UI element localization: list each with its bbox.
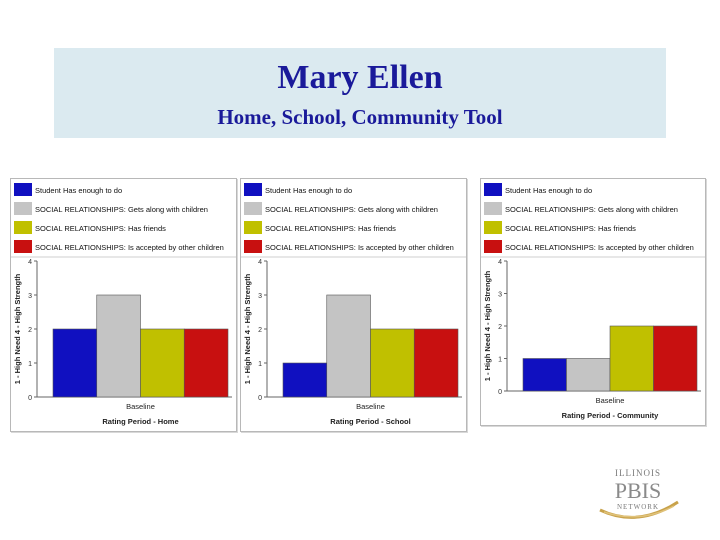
y-tick-label: 2 bbox=[258, 327, 262, 334]
legend-swatch bbox=[244, 221, 262, 234]
bar bbox=[567, 359, 611, 392]
y-tick-label: 0 bbox=[28, 395, 32, 402]
title-banner bbox=[54, 48, 666, 138]
y-tick-label: 4 bbox=[498, 259, 502, 266]
chart-home-svg bbox=[11, 179, 236, 431]
y-tick-label: 0 bbox=[498, 389, 502, 396]
y-axis-label: 1 - High Need 4 - High Strength bbox=[13, 273, 22, 385]
bar bbox=[371, 329, 415, 397]
y-tick-label: 1 bbox=[28, 361, 32, 368]
legend-label: SOCIAL RELATIONSHIPS: Has friends bbox=[35, 224, 166, 233]
logo-line1: ILLINOIS bbox=[615, 468, 661, 478]
y-tick-label: 4 bbox=[258, 259, 262, 266]
bar bbox=[654, 326, 698, 391]
legend-label: Student Has enough to do bbox=[505, 186, 593, 195]
y-tick-label: 1 bbox=[258, 361, 262, 368]
legend-swatch bbox=[14, 240, 32, 253]
y-tick-label: 3 bbox=[498, 291, 502, 299]
y-tick-label: 2 bbox=[498, 324, 502, 331]
legend-label: SOCIAL RELATIONSHIPS: Gets along with children bbox=[35, 205, 208, 214]
legend-label: SOCIAL RELATIONSHIPS: Gets along with children bbox=[505, 205, 678, 214]
chart-school bbox=[240, 178, 467, 432]
legend-label: SOCIAL RELATIONSHIPS: Is accepted by other children bbox=[35, 243, 224, 252]
legend-swatch bbox=[484, 240, 502, 253]
y-tick-label: 1 bbox=[498, 356, 502, 364]
y-tick-label: 2 bbox=[28, 327, 32, 334]
page-subtitle: Home, School, Community Tool bbox=[217, 105, 503, 129]
legend-swatch bbox=[244, 202, 262, 215]
chart-home bbox=[10, 178, 237, 432]
chart-school-svg bbox=[241, 179, 466, 431]
chart-community-svg bbox=[481, 179, 705, 425]
bar bbox=[523, 359, 567, 392]
bar bbox=[53, 329, 97, 397]
legend-label: SOCIAL RELATIONSHIPS: Is accepted by other children bbox=[505, 243, 694, 252]
bar bbox=[414, 329, 458, 397]
x-category-label: Baseline bbox=[126, 402, 155, 411]
legend-swatch bbox=[14, 221, 32, 234]
page-title: Mary Ellen bbox=[277, 59, 443, 96]
legend-swatch bbox=[484, 202, 502, 215]
pbis-logo bbox=[590, 462, 686, 524]
legend-label: Student Has enough to do bbox=[35, 186, 123, 195]
chart-community bbox=[480, 178, 706, 426]
y-tick-label: 0 bbox=[258, 395, 262, 402]
bar bbox=[283, 363, 327, 397]
legend-swatch bbox=[484, 183, 502, 196]
bar bbox=[327, 295, 371, 397]
x-category-label: Baseline bbox=[356, 402, 385, 411]
legend-label: SOCIAL RELATIONSHIPS: Has friends bbox=[505, 224, 636, 233]
legend-label: SOCIAL RELATIONSHIPS: Is accepted by other children bbox=[265, 243, 454, 252]
legend-swatch bbox=[484, 221, 502, 234]
x-category-label: Baseline bbox=[595, 396, 625, 405]
y-tick-label: 3 bbox=[28, 293, 32, 300]
logo-line2: PBIS bbox=[614, 478, 662, 503]
logo-line3: NETWORK bbox=[617, 503, 659, 511]
y-tick-label: 3 bbox=[258, 293, 262, 300]
x-axis-label: Rating Period - Home bbox=[102, 417, 179, 426]
bar bbox=[610, 326, 654, 391]
bar bbox=[184, 329, 228, 397]
legend-label: SOCIAL RELATIONSHIPS: Has friends bbox=[265, 224, 396, 233]
y-tick-label: 4 bbox=[28, 259, 32, 266]
x-axis-label: Rating Period - Community bbox=[561, 411, 659, 420]
legend-swatch bbox=[14, 202, 32, 215]
bar bbox=[97, 295, 141, 397]
legend-swatch bbox=[244, 240, 262, 253]
pbis-logo-icon bbox=[590, 462, 686, 524]
x-axis-label: Rating Period - School bbox=[330, 417, 411, 426]
y-axis-label: 1 - High Need 4 - High Strength bbox=[243, 273, 252, 385]
legend-swatch bbox=[244, 183, 262, 196]
legend-label: Student Has enough to do bbox=[265, 186, 353, 195]
legend-label: SOCIAL RELATIONSHIPS: Gets along with children bbox=[265, 205, 438, 214]
y-axis-label: 1 - High Need 4 - High Strength bbox=[483, 270, 492, 382]
legend-swatch bbox=[14, 183, 32, 196]
bar bbox=[141, 329, 185, 397]
